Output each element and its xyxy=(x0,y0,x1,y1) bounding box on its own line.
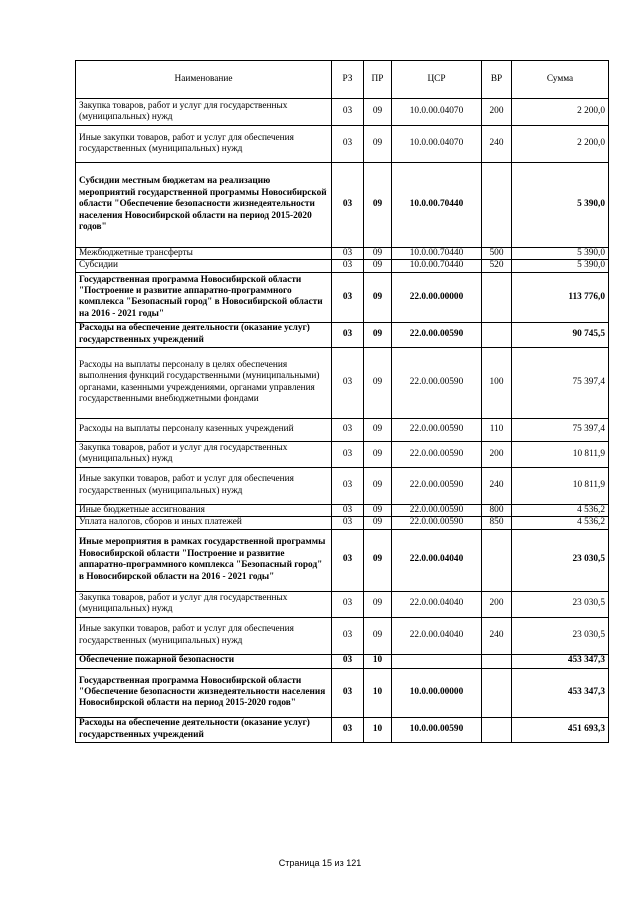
cell-vr xyxy=(482,717,512,742)
cell-name: Государственная программа Новосибирской области "Обеспечение безопасности жизнедеятельности населения Новосибирской области на период 2015-2020 годов" xyxy=(76,668,332,717)
table-row xyxy=(76,441,609,467)
cell-name: Расходы на выплаты персоналу казенных учреждений xyxy=(76,418,332,441)
cell-pr: 09 xyxy=(364,272,392,322)
cell-pr: 09 xyxy=(364,126,392,163)
header-rz: РЗ xyxy=(332,61,364,99)
table-row xyxy=(76,418,609,441)
cell-pr: 09 xyxy=(364,99,392,126)
cell-csr: 22.0.00.04040 xyxy=(392,617,482,654)
cell-pr: 09 xyxy=(364,163,392,248)
cell-pr: 09 xyxy=(364,248,392,260)
cell-rz: 03 xyxy=(332,617,364,654)
cell-vr: 800 xyxy=(482,504,512,516)
cell-rz: 03 xyxy=(332,467,364,504)
cell-rz: 03 xyxy=(332,441,364,467)
cell-csr: 22.0.00.00590 xyxy=(392,504,482,516)
cell-vr xyxy=(482,529,512,591)
cell-rz: 03 xyxy=(332,654,364,668)
cell-sum: 5 390,0 xyxy=(512,248,609,260)
cell-name: Межбюджетные трансферты xyxy=(76,248,332,260)
cell-name: Закупка товаров, работ и услуг для государственных (муниципальных) нужд xyxy=(76,441,332,467)
table-row xyxy=(76,467,609,504)
cell-csr: 22.0.00.04040 xyxy=(392,591,482,617)
cell-pr: 09 xyxy=(364,347,392,418)
cell-vr xyxy=(482,272,512,322)
cell-sum: 10 811,9 xyxy=(512,467,609,504)
table-row xyxy=(76,260,609,272)
cell-name: Уплата налогов, сборов и иных платежей xyxy=(76,517,332,529)
cell-name: Иные бюджетные ассигнования xyxy=(76,504,332,516)
cell-vr: 200 xyxy=(482,441,512,467)
cell-name: Субсидии xyxy=(76,260,332,272)
cell-rz: 03 xyxy=(332,126,364,163)
cell-pr: 09 xyxy=(364,517,392,529)
header-vr: ВР xyxy=(482,61,512,99)
cell-rz: 03 xyxy=(332,668,364,717)
cell-sum: 4 536,2 xyxy=(512,504,609,516)
table-row xyxy=(76,272,609,322)
table-row xyxy=(76,322,609,347)
cell-pr: 09 xyxy=(364,617,392,654)
cell-rz: 03 xyxy=(332,504,364,516)
cell-vr: 240 xyxy=(482,617,512,654)
cell-sum: 23 030,5 xyxy=(512,529,609,591)
header-pr: ПР xyxy=(364,61,392,99)
cell-sum: 451 693,3 xyxy=(512,717,609,742)
table-row xyxy=(76,668,609,717)
cell-name: Иные закупки товаров, работ и услуг для обеспечения государственных (муниципальных) нужд xyxy=(76,617,332,654)
cell-name: Иные закупки товаров, работ и услуг для обеспечения государственных (муниципальных) нужд xyxy=(76,467,332,504)
cell-pr: 09 xyxy=(364,322,392,347)
cell-name: Обеспечение пожарной безопасности xyxy=(76,654,332,668)
cell-sum: 5 390,0 xyxy=(512,260,609,272)
cell-vr: 200 xyxy=(482,591,512,617)
cell-vr xyxy=(482,322,512,347)
table-row xyxy=(76,163,609,248)
cell-pr: 09 xyxy=(364,591,392,617)
table-row xyxy=(76,248,609,260)
page-number: Страница 15 из 121 xyxy=(278,858,362,868)
table-row xyxy=(76,126,609,163)
cell-pr: 09 xyxy=(364,260,392,272)
cell-vr: 500 xyxy=(482,248,512,260)
cell-csr: 22.0.00.00590 xyxy=(392,467,482,504)
cell-pr: 10 xyxy=(364,668,392,717)
cell-csr: 22.0.00.00590 xyxy=(392,418,482,441)
cell-sum: 4 536,2 xyxy=(512,517,609,529)
cell-vr: 850 xyxy=(482,517,512,529)
cell-name: Закупка товаров, работ и услуг для государственных (муниципальных) нужд xyxy=(76,591,332,617)
cell-rz: 03 xyxy=(332,99,364,126)
table-header-row xyxy=(76,61,609,99)
table-row xyxy=(76,717,609,742)
cell-vr: 240 xyxy=(482,126,512,163)
cell-pr: 09 xyxy=(364,467,392,504)
cell-sum: 2 200,0 xyxy=(512,126,609,163)
cell-vr xyxy=(482,654,512,668)
cell-rz: 03 xyxy=(332,529,364,591)
cell-sum: 453 347,3 xyxy=(512,654,609,668)
cell-pr: 09 xyxy=(364,418,392,441)
cell-sum: 23 030,5 xyxy=(512,591,609,617)
table-row xyxy=(76,617,609,654)
cell-pr: 09 xyxy=(364,504,392,516)
cell-vr: 200 xyxy=(482,99,512,126)
cell-csr: 10.0.00.00590 xyxy=(392,717,482,742)
header-csr: ЦСР xyxy=(392,61,482,99)
table-body xyxy=(76,99,609,743)
cell-rz: 03 xyxy=(332,260,364,272)
cell-csr: 10.0.00.00000 xyxy=(392,668,482,717)
cell-vr: 520 xyxy=(482,260,512,272)
cell-csr: 10.0.00.70440 xyxy=(392,248,482,260)
cell-csr: 10.0.00.04070 xyxy=(392,126,482,163)
table-row xyxy=(76,517,609,529)
cell-sum: 23 030,5 xyxy=(512,617,609,654)
cell-pr: 10 xyxy=(364,717,392,742)
cell-csr: 22.0.00.00590 xyxy=(392,347,482,418)
budget-table xyxy=(75,60,609,743)
cell-rz: 03 xyxy=(332,717,364,742)
cell-sum: 10 811,9 xyxy=(512,441,609,467)
cell-vr xyxy=(482,163,512,248)
header-name: Наименование xyxy=(76,61,332,99)
table-row xyxy=(76,347,609,418)
cell-name: Расходы на обеспечение деятельности (оказание услуг) государственных учреждений xyxy=(76,717,332,742)
cell-sum: 2 200,0 xyxy=(512,99,609,126)
cell-pr: 10 xyxy=(364,654,392,668)
cell-rz: 03 xyxy=(332,163,364,248)
cell-sum: 5 390,0 xyxy=(512,163,609,248)
cell-csr xyxy=(392,654,482,668)
cell-rz: 03 xyxy=(332,591,364,617)
cell-csr: 22.0.00.04040 xyxy=(392,529,482,591)
cell-name: Иные мероприятия в рамках государственной программы Новосибирской области "Построение и развитие аппаратно-программного комплекса "Безопасный город" в Новосибирской области на 2016 - 2021 годы" xyxy=(76,529,332,591)
cell-vr: 240 xyxy=(482,467,512,504)
cell-pr: 09 xyxy=(364,529,392,591)
cell-csr: 10.0.00.70440 xyxy=(392,163,482,248)
cell-name: Расходы на выплаты персоналу в целях обеспечения выполнения функций государственными (муниципальными) органами, казенными учреждениями, органами управления государственными внебюджетными фондами xyxy=(76,347,332,418)
cell-csr: 22.0.00.00000 xyxy=(392,272,482,322)
cell-rz: 03 xyxy=(332,517,364,529)
table-row xyxy=(76,591,609,617)
cell-rz: 03 xyxy=(332,418,364,441)
table-row xyxy=(76,654,609,668)
cell-csr: 10.0.00.04070 xyxy=(392,99,482,126)
cell-name: Закупка товаров, работ и услуг для государственных (муниципальных) нужд xyxy=(76,99,332,126)
table-row xyxy=(76,504,609,516)
cell-csr: 22.0.00.00590 xyxy=(392,441,482,467)
cell-csr: 10.0.00.70440 xyxy=(392,260,482,272)
cell-sum: 75 397,4 xyxy=(512,418,609,441)
cell-vr: 100 xyxy=(482,347,512,418)
table-row xyxy=(76,529,609,591)
cell-vr xyxy=(482,668,512,717)
cell-name: Государственная программа Новосибирской области "Построение и развитие аппаратно-программного комплекса "Безопасный город" в Новосибирской области на 2016 - 2021 годы" xyxy=(76,272,332,322)
cell-rz: 03 xyxy=(332,347,364,418)
cell-rz: 03 xyxy=(332,248,364,260)
cell-vr: 110 xyxy=(482,418,512,441)
table-row xyxy=(76,99,609,126)
cell-sum: 113 776,0 xyxy=(512,272,609,322)
cell-name: Иные закупки товаров, работ и услуг для обеспечения государственных (муниципальных) нужд xyxy=(76,126,332,163)
cell-sum: 75 397,4 xyxy=(512,347,609,418)
cell-rz: 03 xyxy=(332,322,364,347)
cell-rz: 03 xyxy=(332,272,364,322)
cell-name: Субсидии местным бюджетам на реализацию мероприятий государственной программы Новосибирской области "Обеспечение безопасности жизнедеятельности населения Новосибирской области на период 2015-2020 годов" xyxy=(76,163,332,248)
cell-csr: 22.0.00.00590 xyxy=(392,517,482,529)
cell-pr: 09 xyxy=(364,441,392,467)
cell-name: Расходы на обеспечение деятельности (оказание услуг) государственных учреждений xyxy=(76,322,332,347)
cell-sum: 90 745,5 xyxy=(512,322,609,347)
cell-sum: 453 347,3 xyxy=(512,668,609,717)
header-sum: Сумма xyxy=(512,61,609,99)
cell-csr: 22.0.00.00590 xyxy=(392,322,482,347)
